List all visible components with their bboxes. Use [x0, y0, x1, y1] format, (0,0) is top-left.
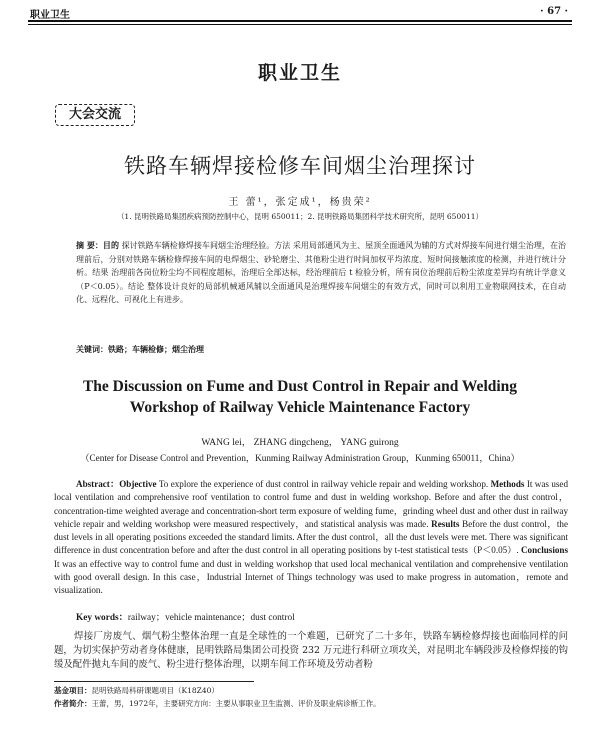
abstract-en-conclusions: It was an effective way to control fume and dust in welding workshop that used local mechanical ventilation and comprehensive ventilation with good overall design. In this case，Industrial Internet of Things technology was used to make progress in automation，remote and visualization. [54, 558, 568, 596]
footnote-fund [54, 685, 568, 696]
article-title-en-line1: The Discussion on Fume and Dust Control in Repair and Welding [82, 378, 518, 395]
page-number: · 67 · [540, 6, 568, 17]
keywords-en [76, 609, 566, 623]
keywords-zh-label: 关键词： [76, 344, 108, 354]
section-label: 大会交流 [55, 104, 135, 126]
keywords-en-text: railway；vehicle maintenance；dust control [127, 613, 295, 623]
header-rule [28, 20, 572, 22]
footnote-author-text: 王蕾，男，1972年，主要研究方向：主要从事职业卫生监测、评价及职业病诊断工作。 [91, 699, 381, 708]
body-paragraph: 焊接厂房废气、烟气粉尘整体治理一直是全球性的一个难题，已研究了二十多年，铁路车辆检修焊接也面临同样的问题，为切实保护劳动者身体健康，昆明铁路局集团公司投资 232 万元进行科研立项攻关，对昆明北车辆段涉及检修焊接的钩缓及配件抛丸车间的废气、粉尘进行整体治理，以期车间工作环境及劳动者粉 [54, 631, 568, 671]
affiliation-zh: （1. 昆明铁路局集团疾病预防控制中心，昆明 650011；2. 昆明铁路局集团科学技术研究所，昆明 650011） [116, 212, 484, 221]
footnote-fund-text: 昆明铁路局科研课题项目（K18Z40） [91, 686, 219, 695]
journal-title: 职业卫生 [257, 62, 342, 84]
abstract-zh [76, 239, 566, 307]
abstract-zh-label: 摘 要：目的 [76, 240, 119, 250]
footnote-author [54, 698, 568, 709]
keywords-en-label: Key words： [76, 613, 128, 623]
abstract-en [54, 478, 568, 598]
abstract-en-results-label: Results [431, 518, 460, 529]
abstract-en-results: Before the dust control，the dust levels in all operating positions exceeded the standard limits. After the dust control，all the dust levels were met. There was significant difference in dust concentration before and after the dust control in all operating positions by t-test statistical tests（P＜0.05）. [54, 518, 568, 556]
abstract-en-methods: It was used local ventilation and comprehensive roof ventilation to control fume and dust in welding workshop. Before and after the dust control，concentration-time weighted average and concentration-short term exposure of welding fume，grinding wheel dust and other dust in railway vehicle repair and welding workshop were measured respectively，and statistical analysis was made. [54, 479, 568, 529]
abstract-en-objective: To explore the experience of dust control in railway vehicle repair and welding workshop. [156, 479, 491, 489]
running-header-journal: 职业卫生 [30, 10, 70, 21]
affiliation-en: （Center for Disease Control and Prevention，Kunming Railway Administration Group，Kunming 650011，China） [80, 453, 520, 463]
abstract-zh-text: 探讨铁路车辆检修焊接车间烟尘治理经验。方法 采用局部通风为主、屋顶全面通风为辅的方式对焊接车间进行烟尘治理，在治理前后，分别对铁路车辆检修焊接车间的电焊烟尘、砂轮磨尘、其他粉尘进行时间加权平均浓度、短时间接触浓度的检测，并进行统计分析。结果 治理前各岗位粉尘均不同程度超标，治理后全部达标，经治理前后 t 检验分析，所有岗位治理前后粉尘浓度差异均有统计学意义（P＜0.05）。结论 整体设计良好的局部机械通风辅以全面通风是治理焊接车间烟尘的有效方式，同时可以利用工业物联网技术，在自动化、远程化、可视化上有进步。 [76, 241, 566, 305]
abstract-en-objective-label: Abstract：Objective [76, 479, 157, 489]
authors-zh: 王 蕾¹，张定成¹，杨贵荣² [228, 197, 372, 208]
footnote-fund-label: 基金项目： [54, 686, 92, 695]
footnote-rule [54, 681, 254, 682]
article-title-en-line2: Workshop of Railway Vehicle Maintenance Factory [129, 399, 471, 416]
abstract-en-conclusions-label: Conclusions [520, 545, 568, 556]
footnote-author-label: 作者简介： [54, 699, 92, 708]
authors-en: WANG lei， ZHANG dingcheng， YANG guirong [201, 438, 399, 448]
article-title-zh: 铁路车辆焊接检修车间烟尘治理探讨 [124, 154, 476, 178]
article-title-en [0, 376, 600, 418]
keywords-zh [76, 344, 566, 355]
keywords-zh-text: 铁路；车辆检修；烟尘治理 [108, 344, 204, 354]
header-rule-thin [28, 24, 572, 25]
abstract-en-methods-label: Methods [490, 479, 525, 489]
